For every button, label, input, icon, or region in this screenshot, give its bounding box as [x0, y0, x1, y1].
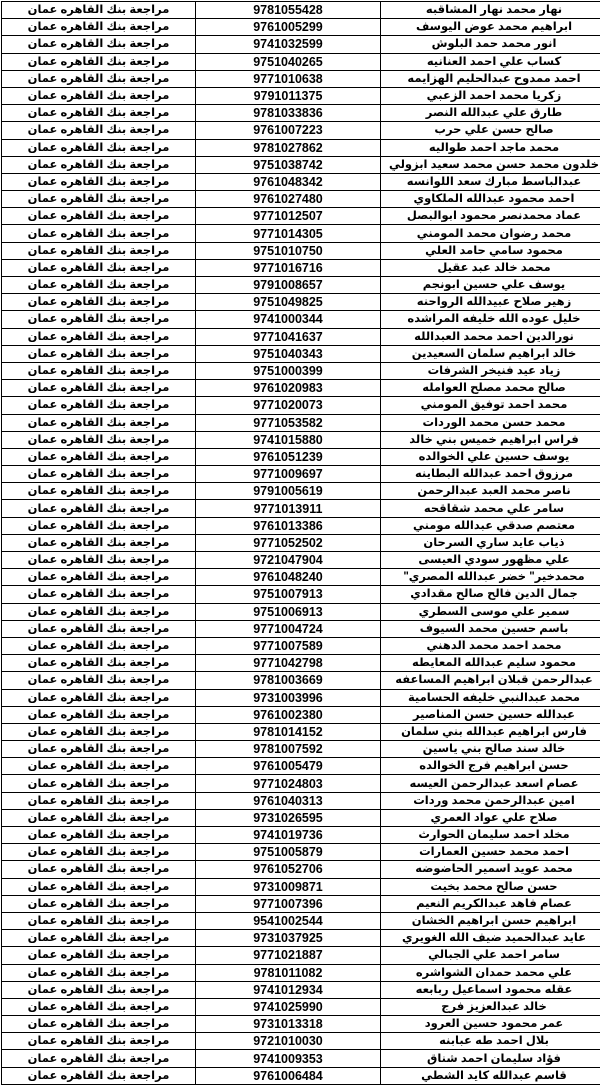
number-cell: 9731037925 [196, 930, 381, 947]
table-row [2, 36, 600, 53]
review-note-cell: مراجعة بنك القاهره عمان [2, 569, 196, 586]
review-note-cell: مراجعة بنك القاهره عمان [2, 122, 196, 139]
number-cell: 9771041637 [196, 328, 381, 345]
name-cell: عبدالله حسين حسن المناصير [381, 706, 600, 723]
review-note-cell: مراجعة بنك القاهره عمان [2, 277, 196, 294]
name-cell: عمر محمود حسين العرود [381, 1016, 600, 1033]
number-cell: 9741025990 [196, 998, 381, 1015]
name-cell: ذياب عايد ساري السرحان [381, 534, 600, 551]
number-cell: 9741012934 [196, 981, 381, 998]
review-note-cell: مراجعة بنك القاهره عمان [2, 947, 196, 964]
number-cell: 9781003669 [196, 672, 381, 689]
review-note-cell: مراجعة بنك القاهره عمان [2, 483, 196, 500]
review-note-cell: مراجعة بنك القاهره عمان [2, 397, 196, 414]
name-cell: خالد سند صالح بني ياسين [381, 741, 600, 758]
number-cell: 9761013386 [196, 517, 381, 534]
review-note-cell: مراجعة بنك القاهره عمان [2, 672, 196, 689]
review-note-cell: مراجعة بنك القاهره عمان [2, 655, 196, 672]
review-note-cell: مراجعة بنك القاهره عمان [2, 19, 196, 36]
number-cell: 9771012507 [196, 208, 381, 225]
table-row [2, 878, 600, 895]
number-cell: 9791011375 [196, 87, 381, 104]
number-cell: 9721047904 [196, 552, 381, 569]
table-row [2, 414, 600, 431]
review-note-cell: مراجعة بنك القاهره عمان [2, 844, 196, 861]
review-note-cell: مراجعة بنك القاهره عمان [2, 861, 196, 878]
number-cell: 9781011082 [196, 964, 381, 981]
name-cell: حسن ابراهيم فرج الخوالده [381, 758, 600, 775]
name-cell: محمد عويد اسمير الحاضوضه [381, 861, 600, 878]
review-note-cell: مراجعة بنك القاهره عمان [2, 259, 196, 276]
number-cell: 9761052706 [196, 861, 381, 878]
table-row [2, 586, 600, 603]
name-cell: معتصم صدقي عبدالله مومني [381, 517, 600, 534]
number-cell: 9731003996 [196, 689, 381, 706]
table-row [2, 844, 600, 861]
table-row [2, 70, 600, 87]
review-note-cell: مراجعة بنك القاهره عمان [2, 809, 196, 826]
review-note-cell: مراجعة بنك القاهره عمان [2, 431, 196, 448]
table-row [2, 466, 600, 483]
name-cell: محمود سليم عبدالله المعايطه [381, 655, 600, 672]
review-note-cell: مراجعة بنك القاهره عمان [2, 603, 196, 620]
review-note-cell: مراجعة بنك القاهره عمان [2, 998, 196, 1015]
number-cell: 9781033836 [196, 105, 381, 122]
table-row [2, 1067, 600, 1084]
table-row [2, 1016, 600, 1033]
table-row [2, 259, 600, 276]
table-row [2, 603, 600, 620]
number-cell: 9771004724 [196, 620, 381, 637]
name-cell: علي محمد حمدان الشواشره [381, 964, 600, 981]
table-row [2, 225, 600, 242]
name-cell: احمد ممدوح عبدالحليم الهزايمه [381, 70, 600, 87]
table-row [2, 534, 600, 551]
review-note-cell: مراجعة بنك القاهره عمان [2, 191, 196, 208]
name-cell: عماد محمدنصر محمود ابوالبصل [381, 208, 600, 225]
table-row [2, 912, 600, 929]
number-cell: 9781007592 [196, 741, 381, 758]
number-cell: 9761005299 [196, 19, 381, 36]
name-cell: عبدالباسط مبارك سعد اللوانسه [381, 173, 600, 190]
number-cell: 9761006484 [196, 1067, 381, 1084]
table-row [2, 19, 600, 36]
table-row [2, 397, 600, 414]
table-row [2, 1050, 600, 1067]
name-cell: محمد رضوان محمد المومني [381, 225, 600, 242]
table-row [2, 242, 600, 259]
review-note-cell: مراجعة بنك القاهره عمان [2, 878, 196, 895]
name-cell: احمد محمود عبدالله الملكاوي [381, 191, 600, 208]
table-row [2, 380, 600, 397]
number-cell: 9761027480 [196, 191, 381, 208]
number-cell: 9771013911 [196, 500, 381, 517]
number-cell: 9771024803 [196, 775, 381, 792]
table-row [2, 689, 600, 706]
review-note-cell: مراجعة بنك القاهره عمان [2, 1016, 196, 1033]
number-cell: 9751006913 [196, 603, 381, 620]
table-row [2, 191, 600, 208]
number-cell: 9781014152 [196, 723, 381, 740]
table-row [2, 517, 600, 534]
table-row [2, 122, 600, 139]
table-row [2, 809, 600, 826]
number-cell: 9741000344 [196, 311, 381, 328]
name-cell: بلال احمد طه عبابنه [381, 1033, 600, 1050]
number-cell: 9771020073 [196, 397, 381, 414]
review-note-cell: مراجعة بنك القاهره عمان [2, 1050, 196, 1067]
review-note-cell: مراجعة بنك القاهره عمان [2, 70, 196, 87]
review-note-cell: مراجعة بنك القاهره عمان [2, 534, 196, 551]
number-cell: 9771021887 [196, 947, 381, 964]
table-row [2, 105, 600, 122]
review-note-cell: مراجعة بنك القاهره عمان [2, 517, 196, 534]
review-note-cell: مراجعة بنك القاهره عمان [2, 36, 196, 53]
number-cell: 9771053582 [196, 414, 381, 431]
review-note-cell: مراجعة بنك القاهره عمان [2, 156, 196, 173]
name-cell: امين عبدالرحمن محمد وردات [381, 792, 600, 809]
table-row [2, 775, 600, 792]
number-cell: 9721010030 [196, 1033, 381, 1050]
table-row [2, 569, 600, 586]
table-row [2, 156, 600, 173]
review-note-cell: مراجعة بنك القاهره عمان [2, 139, 196, 156]
name-cell: يوسف علي حسين ابونجم [381, 277, 600, 294]
table-row [2, 2, 600, 19]
number-cell: 9731026595 [196, 809, 381, 826]
number-cell: 9741015880 [196, 431, 381, 448]
name-cell: ابراهيم محمد عوض اليوسف [381, 19, 600, 36]
number-cell: 9751007913 [196, 586, 381, 603]
number-cell: 9761051239 [196, 448, 381, 465]
number-cell: 9751010750 [196, 242, 381, 259]
review-note-cell: مراجعة بنك القاهره عمان [2, 637, 196, 654]
name-cell: يوسف حسين علي الخوالده [381, 448, 600, 465]
number-cell: 9771010638 [196, 70, 381, 87]
number-cell: 9791008657 [196, 277, 381, 294]
number-cell: 9761005479 [196, 758, 381, 775]
table-row [2, 655, 600, 672]
number-cell: 9751040265 [196, 53, 381, 70]
name-cell: مرزوق احمد عبدالله البطاينه [381, 466, 600, 483]
review-note-cell: مراجعة بنك القاهره عمان [2, 741, 196, 758]
review-note-cell: مراجعة بنك القاهره عمان [2, 328, 196, 345]
review-note-cell: مراجعة بنك القاهره عمان [2, 466, 196, 483]
review-note-cell: مراجعة بنك القاهره عمان [2, 827, 196, 844]
review-note-cell: مراجعة بنك القاهره عمان [2, 173, 196, 190]
review-note-cell: مراجعة بنك القاهره عمان [2, 362, 196, 379]
number-cell: 9761007223 [196, 122, 381, 139]
review-note-cell: مراجعة بنك القاهره عمان [2, 311, 196, 328]
name-cell: جمال الدين فالح صالح مقدادي [381, 586, 600, 603]
name-cell: حسن صالح محمد بخيت [381, 878, 600, 895]
review-note-cell: مراجعة بنك القاهره عمان [2, 414, 196, 431]
review-note-cell: مراجعة بنك القاهره عمان [2, 620, 196, 637]
number-cell: 9771007589 [196, 637, 381, 654]
table-row [2, 930, 600, 947]
number-cell: 9791005619 [196, 483, 381, 500]
name-cell: صالح محمد مصلح العوامله [381, 380, 600, 397]
table-row [2, 328, 600, 345]
table-row [2, 706, 600, 723]
table-row [2, 431, 600, 448]
review-note-cell: مراجعة بنك القاهره عمان [2, 981, 196, 998]
review-note-cell: مراجعة بنك القاهره عمان [2, 792, 196, 809]
table-row [2, 53, 600, 70]
table-row [2, 87, 600, 104]
name-cell: عايد عبدالحميد ضيف الله الغويري [381, 930, 600, 947]
table-row [2, 947, 600, 964]
name-cell: صالح حسن علي حرب [381, 122, 600, 139]
number-cell: 9761040313 [196, 792, 381, 809]
number-cell: 9761048240 [196, 569, 381, 586]
name-cell: خلدون محمد حسن محمد سعيد ابزولي [381, 156, 600, 173]
name-cell: سامر احمد علي الجبالي [381, 947, 600, 964]
name-cell: خليل عوده الله خليفه المراشده [381, 311, 600, 328]
table-row [2, 792, 600, 809]
name-cell: محمدخير" خضر عبدالله المصري" [381, 569, 600, 586]
table-row [2, 483, 600, 500]
table-row [2, 345, 600, 362]
records-body [2, 2, 600, 1085]
number-cell: 9771042798 [196, 655, 381, 672]
table-row [2, 500, 600, 517]
number-cell: 9771007396 [196, 895, 381, 912]
review-note-cell: مراجعة بنك القاهره عمان [2, 242, 196, 259]
table-row [2, 741, 600, 758]
review-note-cell: مراجعة بنك القاهره عمان [2, 775, 196, 792]
table-row [2, 723, 600, 740]
name-cell: عبدالرحمن قبلان ابراهيم المساعفه [381, 672, 600, 689]
name-cell: عصام فاهد عبدالكريم النعيم [381, 895, 600, 912]
review-note-cell: مراجعة بنك القاهره عمان [2, 552, 196, 569]
name-cell: سامر علي محمد شقاقحه [381, 500, 600, 517]
table-row [2, 758, 600, 775]
number-cell: 9771014305 [196, 225, 381, 242]
review-note-cell: مراجعة بنك القاهره عمان [2, 1067, 196, 1084]
name-cell: زكريا محمد احمد الزعبي [381, 87, 600, 104]
name-cell: نورالدين احمد محمد العبدالله [381, 328, 600, 345]
number-cell: 9761002380 [196, 706, 381, 723]
review-note-cell: مراجعة بنك القاهره عمان [2, 930, 196, 947]
review-note-cell: مراجعة بنك القاهره عمان [2, 500, 196, 517]
review-note-cell: مراجعة بنك القاهره عمان [2, 345, 196, 362]
table-row [2, 139, 600, 156]
review-note-cell: مراجعة بنك القاهره عمان [2, 964, 196, 981]
table-row [2, 277, 600, 294]
review-note-cell: مراجعة بنك القاهره عمان [2, 208, 196, 225]
number-cell: 9741009353 [196, 1050, 381, 1067]
number-cell: 9751049825 [196, 294, 381, 311]
table-row [2, 861, 600, 878]
name-cell: عصام اسعد عبدالرحمن العيسه [381, 775, 600, 792]
review-note-cell: مراجعة بنك القاهره عمان [2, 895, 196, 912]
number-cell: 9751005879 [196, 844, 381, 861]
review-note-cell: مراجعة بنك القاهره عمان [2, 586, 196, 603]
number-cell: 9761048342 [196, 173, 381, 190]
number-cell: 9771009697 [196, 466, 381, 483]
review-note-cell: مراجعة بنك القاهره عمان [2, 758, 196, 775]
name-cell: نهار محمد نهار المشاقبه [381, 2, 600, 19]
name-cell: خالد ابراهيم سلمان السعيدين [381, 345, 600, 362]
table-row [2, 981, 600, 998]
name-cell: فراس ابراهيم خميس بني خالد [381, 431, 600, 448]
name-cell: خالد عبدالعزيز فرج [381, 998, 600, 1015]
name-cell: زياد عيد فنيخر الشرفات [381, 362, 600, 379]
table-row [2, 552, 600, 569]
name-cell: مخلد احمد سليمان الحوارث [381, 827, 600, 844]
number-cell: 9751038742 [196, 156, 381, 173]
table-row [2, 448, 600, 465]
table-row [2, 173, 600, 190]
table-row [2, 895, 600, 912]
review-note-cell: مراجعة بنك القاهره عمان [2, 87, 196, 104]
review-note-cell: مراجعة بنك القاهره عمان [2, 53, 196, 70]
number-cell: 9731009871 [196, 878, 381, 895]
records-table [1, 1, 600, 1085]
number-cell: 9741032599 [196, 36, 381, 53]
review-note-cell: مراجعة بنك القاهره عمان [2, 225, 196, 242]
review-note-cell: مراجعة بنك القاهره عمان [2, 723, 196, 740]
name-cell: ابراهيم حسن ابراهيم الخشان [381, 912, 600, 929]
name-cell: باسم حسين محمد السيوف [381, 620, 600, 637]
review-note-cell: مراجعة بنك القاهره عمان [2, 706, 196, 723]
name-cell: سمير علي موسى السطري [381, 603, 600, 620]
number-cell: 9781055428 [196, 2, 381, 19]
table-row [2, 294, 600, 311]
name-cell: فارس ابراهيم عبدالله بني سلمان [381, 723, 600, 740]
name-cell: عقله محمود اسماعيل ربابعه [381, 981, 600, 998]
review-note-cell: مراجعة بنك القاهره عمان [2, 380, 196, 397]
name-cell: صلاح علي عواد العمري [381, 809, 600, 826]
name-cell: محمد عبدالنبي خليفه الحسامية [381, 689, 600, 706]
name-cell: محمد احمد توفيق المومني [381, 397, 600, 414]
name-cell: انور محمد حمد البلوش [381, 36, 600, 53]
number-cell: 9761020983 [196, 380, 381, 397]
name-cell: فؤاد سليمان احمد شناق [381, 1050, 600, 1067]
name-cell: قاسم عبدالله كايد الشطي [381, 1067, 600, 1084]
number-cell: 9741019736 [196, 827, 381, 844]
name-cell: طارق علي عبدالله النصر [381, 105, 600, 122]
name-cell: كساب علي احمد العنانيه [381, 53, 600, 70]
name-cell: محمود سامي حامد العلي [381, 242, 600, 259]
number-cell: 9541002544 [196, 912, 381, 929]
table-row [2, 637, 600, 654]
number-cell: 9771016716 [196, 259, 381, 276]
name-cell: احمد محمد حسين العمارات [381, 844, 600, 861]
table-row [2, 672, 600, 689]
table-row [2, 620, 600, 637]
review-note-cell: مراجعة بنك القاهره عمان [2, 105, 196, 122]
name-cell: محمد احمد محمد الدهني [381, 637, 600, 654]
name-cell: ناصر محمد العبد عبدالرحمن [381, 483, 600, 500]
name-cell: زهير صلاح عبيدالله الرواحنه [381, 294, 600, 311]
review-note-cell: مراجعة بنك القاهره عمان [2, 448, 196, 465]
number-cell: 9781027862 [196, 139, 381, 156]
table-row [2, 998, 600, 1015]
table-row [2, 208, 600, 225]
table-row [2, 1033, 600, 1050]
review-note-cell: مراجعة بنك القاهره عمان [2, 2, 196, 19]
name-cell: محمد حسن محمد الوردات [381, 414, 600, 431]
name-cell: علي مظهور سودي العيسى [381, 552, 600, 569]
review-note-cell: مراجعة بنك القاهره عمان [2, 912, 196, 929]
number-cell: 9771052502 [196, 534, 381, 551]
table-row [2, 827, 600, 844]
table-row [2, 311, 600, 328]
table-row [2, 362, 600, 379]
name-cell: محمد خالد عبد عقيل [381, 259, 600, 276]
table-row [2, 964, 600, 981]
name-cell: محمد ماجد احمد طواليه [381, 139, 600, 156]
review-note-cell: مراجعة بنك القاهره عمان [2, 294, 196, 311]
review-note-cell: مراجعة بنك القاهره عمان [2, 689, 196, 706]
number-cell: 9751040343 [196, 345, 381, 362]
number-cell: 9731013318 [196, 1016, 381, 1033]
number-cell: 9751000399 [196, 362, 381, 379]
review-note-cell: مراجعة بنك القاهره عمان [2, 1033, 196, 1050]
